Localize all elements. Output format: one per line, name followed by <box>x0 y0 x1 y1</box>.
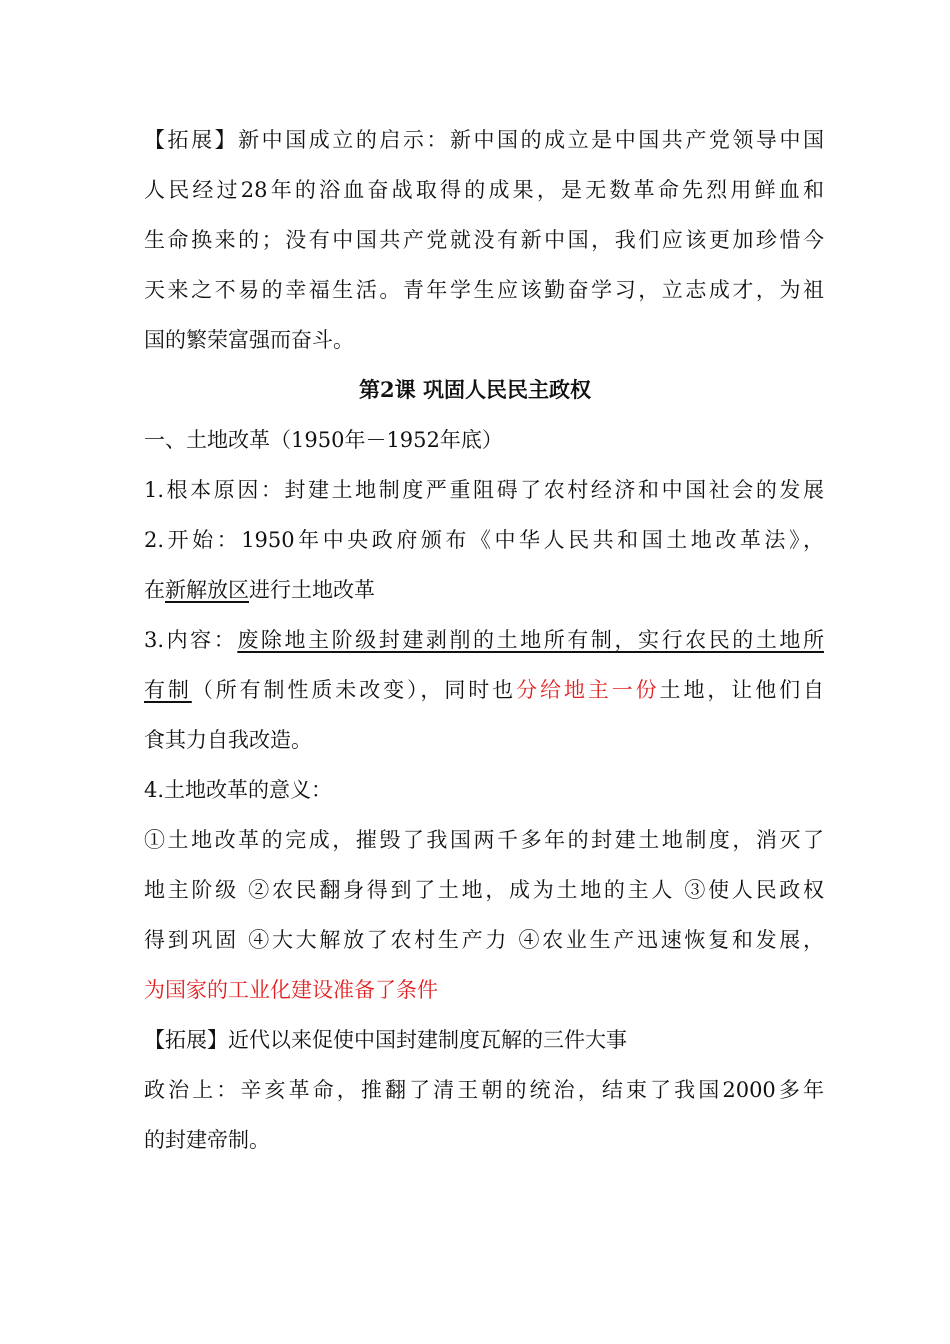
significance-line-2: 地主阶级 ②农民翻身得到了土地，成为土地的主人 ③使人民政权 <box>144 878 824 902</box>
significance-line-1: ①土地改革的完成，摧毁了我国两千多年的封建土地制度，消灭了 <box>144 828 824 852</box>
item-content-line-2 <box>144 675 824 705</box>
extension-paragraph-line-3: 生命换来的；没有中国共产党就没有新中国，我们应该更加珍惜今 <box>144 228 824 252</box>
extension-paragraph-line-1: 【拓展】新中国成立的启示：新中国的成立是中国共产党领导中国 <box>144 128 824 152</box>
political-line-1: 政治上：辛亥革命，推翻了清王朝的统治，结束了我国2000多年 <box>144 1078 824 1102</box>
item-content-line-3: 食其力自我改造。 <box>144 728 312 752</box>
extension-paragraph-line-2: 人民经过28年的浴血奋战取得的成果，是无数革命先烈用鲜血和 <box>144 178 824 202</box>
lesson-title: 第2课 巩固人民民主政权 <box>359 377 591 402</box>
text-segment: 土地，让他们自 <box>659 678 825 702</box>
underlined-term-new-liberated-area: 新解放区 <box>165 578 249 602</box>
section-heading-land-reform: 一、土地改革（1950年－1952年底） <box>144 428 503 452</box>
item-content-line-1 <box>144 625 824 655</box>
extension-paragraph-line-5: 国的繁荣富强而奋斗。 <box>144 328 354 352</box>
extension-heading-2: 【拓展】近代以来促使中国封建制度瓦解的三件大事 <box>144 1028 627 1052</box>
item-significance-heading: 4.土地改革的意义： <box>144 778 333 802</box>
item-start-line-2 <box>144 575 824 605</box>
significance-line-4-highlight: 为国家的工业化建设准备了条件 <box>144 978 438 1002</box>
highlighted-text: 分给地主一份 <box>516 678 660 702</box>
underlined-content-text: 废除地主阶级封建剥削的土地所有制，实行农民的土地所 <box>237 628 824 652</box>
item-root-cause: 1.根本原因：封建土地制度严重阻碍了农村经济和中国社会的发展 <box>144 478 824 502</box>
text-segment: 在 <box>144 578 165 602</box>
political-line-2: 的封建帝制。 <box>144 1128 270 1152</box>
text-segment: 3.内容： <box>144 628 238 652</box>
text-segment: （所有制性质未改变），同时也 <box>191 678 517 702</box>
extension-paragraph-line-4: 天来之不易的幸福生活。青年学生应该勤奋学习，立志成才，为祖 <box>144 278 824 302</box>
significance-line-3: 得到巩固 ④大大解放了农村生产力 ④农业生产迅速恢复和发展， <box>144 928 824 952</box>
item-start-line-1: 2.开始：1950年中央政府颁布《中华人民共和国土地改革法》， <box>144 528 824 552</box>
underlined-content-text: 有制 <box>144 678 192 702</box>
text-segment: 进行土地改革 <box>249 578 375 602</box>
